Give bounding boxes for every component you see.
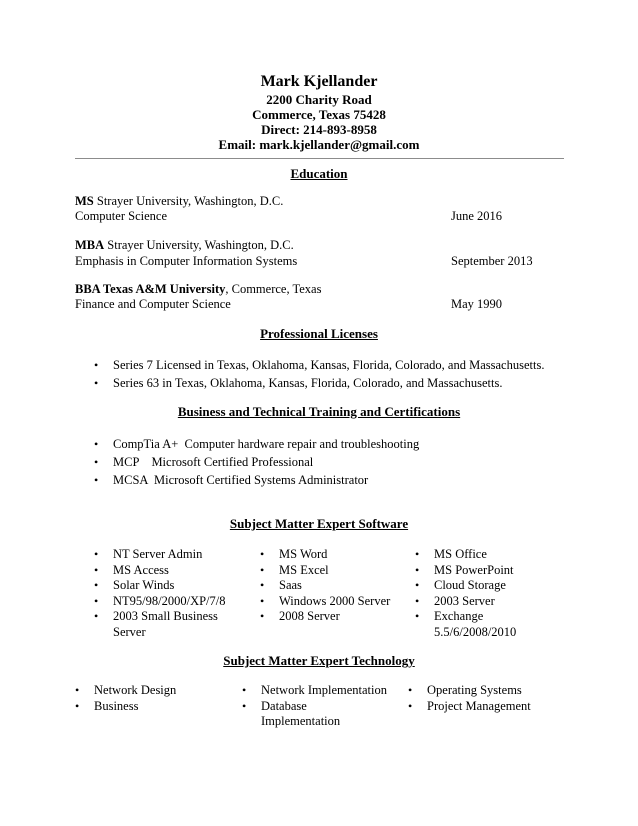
list-item-continuation: Implementation xyxy=(261,714,341,728)
list-item-continuation: Server xyxy=(113,624,146,639)
bullet-icon: • xyxy=(94,609,99,623)
list-item: • Series 63 in Texas, Oklahoma, Kansas, Florida, Colorado, and Massachusetts. xyxy=(94,376,503,390)
email-line: Email: mark.kjellander@gmail.com xyxy=(218,137,420,152)
bullet-icon: • xyxy=(415,562,420,577)
bullet-icon: • xyxy=(94,358,99,372)
bullet-icon: • xyxy=(260,593,265,608)
education-date: May 1990 xyxy=(451,297,503,311)
bullet-icon: • xyxy=(94,473,99,487)
list-item: • MS PowerPoint xyxy=(415,562,514,577)
list-item: • NT95/98/2000/XP/7/8 xyxy=(94,593,226,608)
bullet-icon: • xyxy=(260,578,265,592)
bullet-icon: • xyxy=(94,437,99,451)
list-item: • Solar Winds xyxy=(94,578,175,592)
bullet-icon: • xyxy=(94,547,99,561)
licenses-list xyxy=(94,357,544,391)
school-name: Strayer University, Washington, D.C. xyxy=(93,194,284,208)
bullet-icon: • xyxy=(94,455,99,469)
list-item: • MS Office xyxy=(415,547,487,561)
bullet-icon: • xyxy=(415,609,420,623)
list-item: • Network Design xyxy=(75,683,177,697)
software-list-col1 xyxy=(94,547,226,640)
section-title-technology: Subject Matter Expert Technology xyxy=(223,653,415,668)
bullet-icon: • xyxy=(75,683,80,697)
list-item: • 2003 Server xyxy=(415,593,495,608)
bullet-icon: • xyxy=(260,609,265,623)
school-name: , Commerce, Texas xyxy=(225,282,322,296)
bullet-icon: • xyxy=(260,562,265,577)
address-line: 2200 Charity Road xyxy=(266,92,372,107)
list-item: • NT Server Admin xyxy=(94,547,203,561)
list-item: • MCSA Microsoft Certified Systems Administrator xyxy=(94,473,369,487)
list-item: • Saas xyxy=(260,578,302,592)
bullet-icon: • xyxy=(260,547,265,561)
bullet-icon: • xyxy=(75,698,80,713)
software-list-col3 xyxy=(415,547,516,640)
candidate-name: Mark Kjellander xyxy=(260,73,378,90)
phone-line: Direct: 214-893-8958 xyxy=(261,122,377,137)
city-line: Commerce, Texas 75428 xyxy=(252,107,386,122)
list-item: • 2003 Small Business xyxy=(94,609,218,623)
education-date: June 2016 xyxy=(451,209,503,223)
section-title-training: Business and Technical Training and Certifications xyxy=(177,404,461,419)
list-item: • Windows 2000 Server xyxy=(260,593,391,608)
bullet-icon: • xyxy=(94,562,99,577)
list-item: • MS Excel xyxy=(260,562,329,577)
bullet-icon: • xyxy=(415,578,420,592)
section-title-software: Subject Matter Expert Software xyxy=(229,516,409,531)
list-item: • MS Word xyxy=(260,547,328,561)
bullet-icon: • xyxy=(94,593,99,608)
education-field: Computer Science xyxy=(75,209,167,223)
technology-list-col2 xyxy=(242,683,387,730)
bullet-icon: • xyxy=(408,698,413,713)
list-item: • CompTia A+ Computer hardware repair and troubleshooting xyxy=(94,437,420,451)
list-item: • Series 7 Licensed in Texas, Oklahoma, Kansas, Florida, Colorado, and Massachusetts. xyxy=(94,358,545,372)
list-item: • MCP Microsoft Certified Professional xyxy=(94,455,314,469)
bullet-icon: • xyxy=(415,547,420,561)
bullet-icon: • xyxy=(94,376,99,390)
education-field: Emphasis in Computer Information Systems xyxy=(75,254,298,268)
training-list xyxy=(94,436,419,488)
education-entry-degree xyxy=(75,282,321,297)
section-title-education: Education xyxy=(290,166,348,181)
bullet-icon: • xyxy=(415,593,420,608)
bullet-icon: • xyxy=(242,683,247,697)
bullet-icon: • xyxy=(94,578,99,592)
education-entry-degree xyxy=(75,194,283,209)
bullet-icon: • xyxy=(242,698,247,713)
list-item-continuation: 5.5/6/2008/2010 xyxy=(434,624,517,639)
technology-list-col3 xyxy=(408,683,531,714)
education-date: September 2013 xyxy=(451,254,533,268)
education-field: Finance and Computer Science xyxy=(75,297,231,311)
list-item: • Exchange xyxy=(415,609,484,623)
degree-name: MS xyxy=(75,194,94,208)
software-list-col2 xyxy=(260,547,390,625)
section-title-licenses: Professional Licenses xyxy=(260,326,378,341)
list-item: • MS Access xyxy=(94,562,169,577)
education-entry-degree xyxy=(75,238,294,253)
list-item: • 2008 Server xyxy=(260,609,340,623)
technology-list-col1 xyxy=(75,683,176,714)
header-divider xyxy=(75,158,564,159)
list-item: • Project Management xyxy=(408,698,531,713)
list-item: • Database xyxy=(242,698,307,713)
list-item: • Cloud Storage xyxy=(415,578,506,592)
list-item: • Business xyxy=(75,698,139,713)
degree-name: BBA Texas A&M University xyxy=(75,282,226,296)
bullet-icon: • xyxy=(408,683,413,697)
school-name: Strayer University, Washington, D.C. xyxy=(104,238,294,252)
list-item: • Network Implementation xyxy=(242,683,388,697)
list-item: • Operating Systems xyxy=(408,683,522,697)
degree-name: MBA xyxy=(75,238,105,252)
